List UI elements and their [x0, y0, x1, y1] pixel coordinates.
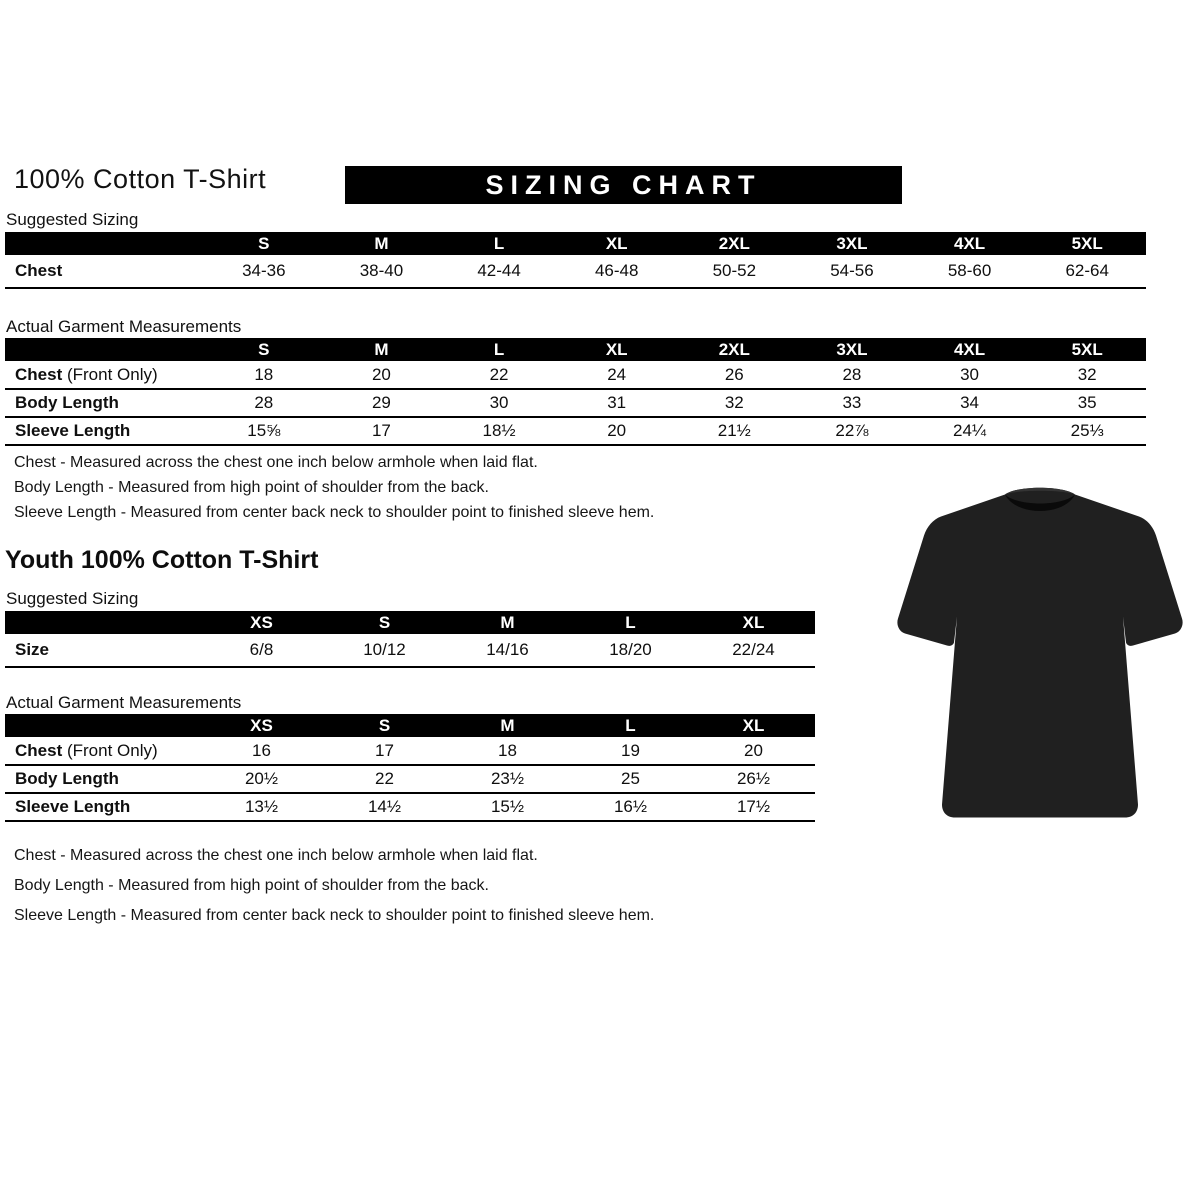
adult-section-title: 100% Cotton T-Shirt	[14, 164, 267, 194]
row-label: Body Length	[5, 765, 200, 793]
measurement-cell: 32	[1028, 361, 1146, 389]
measurement-cell: 10/12	[323, 634, 446, 667]
size-column-header: M	[323, 338, 441, 361]
measurement-cell: 29	[323, 389, 441, 417]
row-label: Size	[5, 634, 200, 667]
measurement-cell: 32	[676, 389, 794, 417]
youth-actual-measurements-label: Actual Garment Measurements	[6, 693, 242, 712]
measurement-cell: 15½	[446, 793, 569, 821]
measurement-cell: 15⅝	[205, 417, 323, 445]
note-line: Body Length - Measured from high point of shoulder from the back.	[14, 877, 489, 894]
measurement-cell: 31	[558, 389, 676, 417]
size-column-header: 4XL	[911, 232, 1029, 255]
measurement-cell: 50-52	[676, 255, 794, 288]
header-corner-cell	[5, 338, 205, 361]
measurement-cell: 30	[440, 389, 558, 417]
size-column-header: L	[440, 338, 558, 361]
youth-section-title: Youth 100% Cotton T-Shirt	[5, 546, 319, 574]
note-line: Chest - Measured across the chest one inch below armhole when laid flat.	[14, 847, 538, 864]
measurement-cell: 22	[440, 361, 558, 389]
measurement-cell: 46-48	[558, 255, 676, 288]
measurement-cell: 28	[793, 361, 911, 389]
row-label: Sleeve Length	[5, 417, 205, 445]
adult-suggested-sizing-label: Suggested Sizing	[6, 210, 139, 229]
measurement-cell: 24	[558, 361, 676, 389]
youth-suggested-sizing-label: Suggested Sizing	[6, 589, 139, 608]
note-line: Sleeve Length - Measured from center back neck to shoulder point to finished sleeve hem.	[14, 907, 655, 924]
measurement-cell: 14/16	[446, 634, 569, 667]
size-column-header: 2XL	[676, 232, 794, 255]
measurement-row	[5, 361, 1146, 389]
measurement-cell: 34-36	[205, 255, 323, 288]
measurement-cell: 26½	[692, 765, 815, 793]
measurement-cell: 33	[793, 389, 911, 417]
measurement-cell: 62-64	[1028, 255, 1146, 288]
size-column-header: 3XL	[793, 232, 911, 255]
measurement-cell: 54-56	[793, 255, 911, 288]
measurement-cell: 17	[323, 737, 446, 765]
size-column-header: 2XL	[676, 338, 794, 361]
row-label: Sleeve Length	[5, 793, 200, 821]
measurement-cell: 20½	[200, 765, 323, 793]
measurement-cell: 13½	[200, 793, 323, 821]
measurement-cell: 14½	[323, 793, 446, 821]
header-corner-cell	[5, 232, 205, 255]
adult-suggested-sizing-table	[5, 232, 1146, 289]
header-corner-cell	[5, 714, 200, 737]
size-column-header: 5XL	[1028, 232, 1146, 255]
size-column-header: XS	[200, 714, 323, 737]
size-column-header: L	[569, 714, 692, 737]
size-column-header: M	[323, 232, 441, 255]
size-column-header: S	[323, 714, 446, 737]
measurement-row	[5, 765, 815, 793]
adult-actual-measurements-label: Actual Garment Measurements	[6, 317, 242, 336]
measurement-cell: 35	[1028, 389, 1146, 417]
adult-actual-measurements-table	[5, 338, 1146, 446]
youth-suggested-sizing-table	[5, 611, 815, 668]
note-line: Sleeve Length - Measured from center back neck to shoulder point to finished sleeve hem.	[14, 504, 655, 521]
size-column-header: L	[569, 611, 692, 634]
measurement-cell: 21½	[676, 417, 794, 445]
note-line: Body Length - Measured from high point of shoulder from the back.	[14, 479, 489, 496]
size-column-header: 3XL	[793, 338, 911, 361]
size-column-header: XL	[558, 232, 676, 255]
measurement-row	[5, 634, 815, 667]
measurement-cell: 6/8	[200, 634, 323, 667]
measurement-cell: 16½	[569, 793, 692, 821]
measurement-cell: 22⅞	[793, 417, 911, 445]
measurement-cell: 28	[205, 389, 323, 417]
measurement-cell: 22	[323, 765, 446, 793]
measurement-cell: 25	[569, 765, 692, 793]
measurement-cell: 25⅓	[1028, 417, 1146, 445]
measurement-cell: 17½	[692, 793, 815, 821]
measurement-cell: 18/20	[569, 634, 692, 667]
measurement-row	[5, 255, 1146, 288]
size-column-header: XL	[692, 611, 815, 634]
measurement-cell: 34	[911, 389, 1029, 417]
measurement-cell: 18	[446, 737, 569, 765]
measurement-cell: 42-44	[440, 255, 558, 288]
measurement-cell: 24¼	[911, 417, 1029, 445]
size-column-header: M	[446, 714, 569, 737]
row-label: Chest (Front Only)	[5, 361, 205, 389]
measurement-cell: 16	[200, 737, 323, 765]
measurement-cell: 20	[558, 417, 676, 445]
measurement-cell: 58-60	[911, 255, 1029, 288]
measurement-cell: 22/24	[692, 634, 815, 667]
size-column-header: S	[205, 232, 323, 255]
measurement-cell: 20	[692, 737, 815, 765]
tshirt-product-image	[890, 474, 1190, 829]
measurement-cell: 20	[323, 361, 441, 389]
size-column-header: S	[323, 611, 446, 634]
sizing-chart-banner: SIZING CHART	[345, 166, 902, 204]
size-column-header: S	[205, 338, 323, 361]
youth-actual-measurements-table	[5, 714, 815, 822]
size-column-header: XL	[692, 714, 815, 737]
measurement-row	[5, 417, 1146, 445]
measurement-cell: 17	[323, 417, 441, 445]
size-column-header: 4XL	[911, 338, 1029, 361]
measurement-row	[5, 389, 1146, 417]
size-column-header: M	[446, 611, 569, 634]
measurement-row	[5, 793, 815, 821]
tshirt-icon	[890, 474, 1190, 829]
measurement-cell: 18½	[440, 417, 558, 445]
note-line: Chest - Measured across the chest one inch below armhole when laid flat.	[14, 454, 538, 471]
youth-measurement-notes	[14, 841, 654, 931]
adult-measurement-notes	[14, 450, 654, 525]
size-column-header: L	[440, 232, 558, 255]
measurement-cell: 30	[911, 361, 1029, 389]
row-label: Chest	[5, 255, 205, 288]
measurement-cell: 19	[569, 737, 692, 765]
measurement-cell: 38-40	[323, 255, 441, 288]
row-label: Chest (Front Only)	[5, 737, 200, 765]
measurement-row	[5, 737, 815, 765]
size-column-header: XS	[200, 611, 323, 634]
measurement-cell: 26	[676, 361, 794, 389]
row-label: Body Length	[5, 389, 205, 417]
measurement-cell: 23½	[446, 765, 569, 793]
measurement-cell: 18	[205, 361, 323, 389]
header-corner-cell	[5, 611, 200, 634]
size-column-header: XL	[558, 338, 676, 361]
size-column-header: 5XL	[1028, 338, 1146, 361]
